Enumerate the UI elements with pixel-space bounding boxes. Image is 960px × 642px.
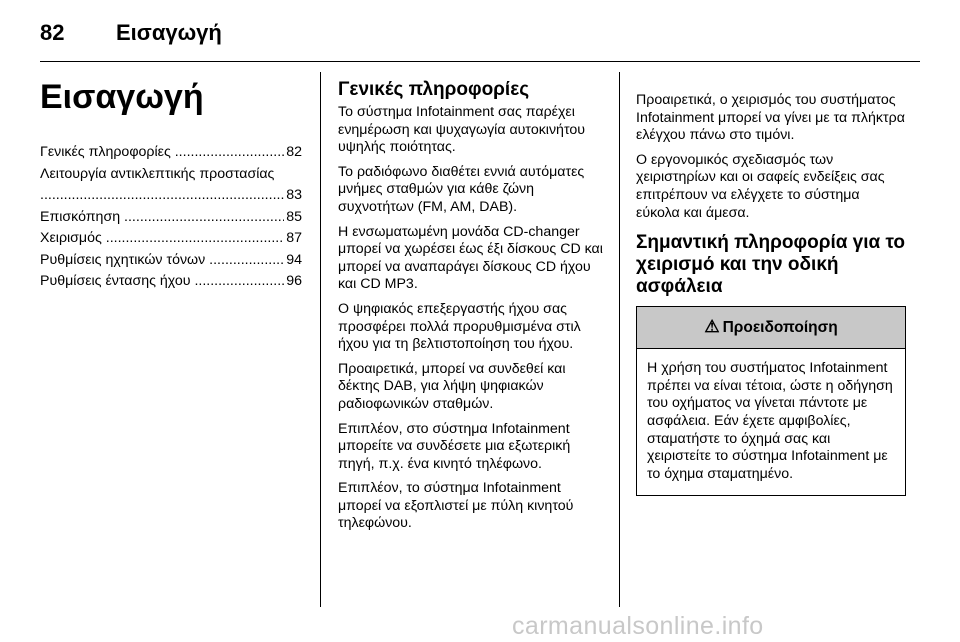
paragraph: Επιπλέον, το σύστημα Infotainment μπορεί να εξοπλιστεί με πύλη κινητού τηλεφώνου. (338, 480, 574, 532)
toc-entry-label: Επισκόπηση ..... (40, 207, 284, 229)
paragraph: Προαιρετικά, μπορεί να συνδεθεί και δέκτης DAB, για λήψη ψηφιακών ραδιοφωνικών σταθμών. (338, 360, 566, 412)
toc-entry[interactable] (40, 142, 302, 164)
safety-column (636, 92, 906, 496)
paragraph: Ο εργονομικός σχεδιασμός των χειριστηρίων και οι σαφείς ενδείξεις σας επιτρέπουν να ελέγχετε το σύστημα εύκολα και άμεσα. (636, 151, 885, 221)
warning-body (637, 349, 905, 495)
section-heading: Γενικές πληροφορίες (338, 79, 530, 100)
toc-entry-page: 94 (286, 251, 302, 268)
warning-title: Προειδοποίηση (722, 319, 838, 337)
column-divider-left (320, 72, 321, 607)
warning-header (637, 307, 905, 349)
toc-entry[interactable] (40, 250, 302, 272)
section-heading: Σημαντική πληροφορία για το χειρισμό και την οδική ασφάλεια (636, 232, 906, 298)
warning-text: Η χρήση του συστήματος Infotainment πρέπει να είναι τέτοια, ώστε η οδήγηση του οχήματος να γίνεται πάντοτε με ασφάλεια. Εάν έχετε αμφιβολίες, σταματήστε το όχημά σας και χειριστείτε το σύστημα Infotainment με το όχημα σταματημένο. (647, 360, 893, 482)
header-section-title: Εισαγωγή (116, 20, 222, 45)
paragraph: Το σύστημα Infotainment σας παρέχει ενημέρωση και ψυχαγωγία αυτοκινήτου υψηλής ποιότητας. (338, 104, 585, 156)
column-divider-right (619, 72, 620, 607)
warning-box (636, 306, 906, 496)
paragraph: Προαιρετικά, ο χειρισμός του συστήματος Infotainment μπορεί να γίνει με τα πλήκτρα ελέγχου πάνω στο τιμόνι. (636, 92, 905, 144)
paragraph: Ο ψηφιακός επεξεργαστής ήχου σας προσφέρει πολλά προρυθμισμένα στιλ ήχου για τη βελτιστοποίηση του ήχου. (338, 300, 581, 353)
header-divider (40, 61, 920, 62)
page-number: 82 (40, 20, 65, 45)
toc-entry-label: Ρυθμίσεις ηχητικών τόνων ..... (40, 250, 284, 272)
toc-entry-page: 87 (286, 230, 302, 246)
toc-entry[interactable] (40, 207, 302, 229)
paragraph: Επιπλέον, στο σύστημα Infotainment μπορείτε να συνδέσετε μια εξωτερική πηγή, π.χ. ένα κινητό τηλέφωνο. (338, 420, 571, 472)
toc-entry-label: Λειτουργία αντικλεπτικής προστασίας ..... (40, 164, 284, 207)
toc-column (40, 72, 302, 293)
chapter-title: Εισαγωγή (40, 78, 204, 116)
toc-entry-page: 82 (286, 144, 302, 160)
toc-entry-label: Γενικές πληροφορίες ..... (40, 142, 284, 164)
toc-entry[interactable] (40, 164, 302, 207)
toc-entry-page: 96 (286, 273, 302, 289)
toc-entry-label: Χειρισμός ..... (40, 228, 284, 250)
paragraph: Το ραδιόφωνο διαθέτει εννιά αυτόματες μνήμες σταθμών για κάθε ζώνη συχνοτήτων (FM, AM, DAB). (338, 163, 585, 215)
paragraph: Η ενσωματωμένη μονάδα CD-changer μπορεί να χωρέσει έως έξι δίσκους CD και μπορεί να αναπαράγει δίσκους CD ήχου και CD MP3. (338, 223, 603, 293)
toc-entry-page: 85 (286, 208, 302, 225)
toc-entry[interactable] (40, 271, 302, 293)
general-info-column (338, 78, 606, 540)
warning-icon: ⚠ (704, 317, 720, 337)
toc-entry-page: 83 (286, 187, 302, 203)
toc-entry-label: Ρυθμίσεις έντασης ήχου ..... (40, 271, 284, 293)
table-of-contents (40, 142, 302, 293)
watermark: carmanualsonline.info (512, 612, 764, 640)
toc-entry[interactable] (40, 228, 302, 250)
